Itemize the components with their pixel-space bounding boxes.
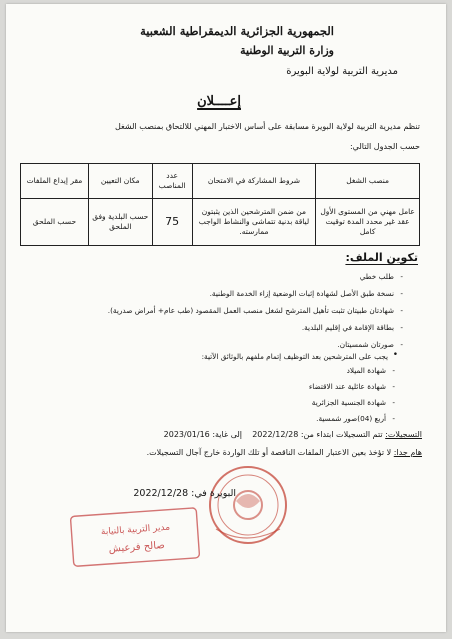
important-note xyxy=(147,448,422,457)
table-cell-deposit: حسب الملحق xyxy=(21,199,89,246)
table-header-count: عدد المناصب xyxy=(152,164,192,199)
list-item: - شهادة الجنسية الجزائرية xyxy=(312,398,386,407)
registration-start-date: 2022/12/28 xyxy=(252,430,299,439)
list-item: - صورتان شمسيتان. xyxy=(337,340,394,349)
table-cell-placement: حسب البلدية وفق الملحق xyxy=(88,199,152,246)
registration-end-date: 2023/01/16 xyxy=(163,430,210,439)
director-signature-seal-icon xyxy=(66,504,206,574)
table-header-row xyxy=(21,164,420,199)
table-cell-conditions: من ضمن المترشحين الذين يثبتون لياقة بدنية تتماشى والنشاط الواجب ممارسته. xyxy=(192,199,316,246)
ministry-header: وزارة التربية الوطنية xyxy=(240,44,334,57)
seal-line-2: صالح فرعيش xyxy=(108,540,166,555)
list-item: - شهادة الميلاد xyxy=(347,366,386,375)
table-header-position: منصب الشغل xyxy=(316,164,420,199)
intro-line-1: تنظم مديرية التربية لولاية البويرة مسابقة على أساس الاختبار المهني للالتحاق بمنصب الشغل xyxy=(115,122,420,131)
republic-header: الجمهورية الجزائرية الديمقراطية الشعبية xyxy=(140,24,334,38)
list-item: - بطاقة الإقامة في إقليم البلدية. xyxy=(302,323,394,332)
announcement-title: إعــــلان xyxy=(197,94,241,109)
list-item: - شهادة عائلية عند الاقتضاء xyxy=(309,382,386,391)
after-hiring-note: • يجب على المترشحين بعد التوظيف إتمام ملفهم بالوثائق الآتية: xyxy=(202,352,388,361)
important-label: هام جدا: xyxy=(393,448,422,457)
registration-label: التسجيلات: xyxy=(385,430,422,439)
positions-table xyxy=(20,163,420,246)
table-row xyxy=(21,199,420,246)
list-item: - شهادتان طبيتان تثبت تأهيل المترشح لشغل منصب العمل المقصود (طب عام+ أمراض صدرية). xyxy=(108,306,394,315)
registration-start-text: تتم التسجيلات ابتداء من: xyxy=(300,430,383,439)
registration-line xyxy=(164,430,422,439)
table-header-conditions: شروط المشاركة في الامتحان xyxy=(192,164,316,199)
table-cell-count: 75 xyxy=(152,199,192,246)
table-header-deposit: مقر إيداع الملفات xyxy=(21,164,89,199)
important-text: لا تؤخذ بعين الاعتبار الملفات الناقصة أو تلك الواردة خارج آجال التسجيلات. xyxy=(146,448,392,457)
registration-end-text: إلى غاية: xyxy=(212,430,243,439)
table-cell-position: عامل مهني من المستوى الأول عقد غير محدد المدة توقيت كامل xyxy=(316,199,420,246)
intro-line-2: حسب الجدول التالي: xyxy=(349,142,420,151)
place-and-date: البويرة في: 2022/12/28 xyxy=(133,488,236,499)
file-section-title: تكوين الملف: xyxy=(345,251,418,264)
table-header-placement: مكان التعيين xyxy=(88,164,152,199)
list-item: - طلب خطي xyxy=(360,272,394,281)
seal-line-1: مدير التربية بالنيابة xyxy=(100,522,171,538)
directorate-header: مديرية التربية لولاية البويرة xyxy=(286,66,398,77)
list-item: - أربع (04)صور شمسية. xyxy=(316,414,386,423)
document-page xyxy=(6,4,446,632)
list-item: - نسخة طبق الأصل لشهادة إثبات الوضعية إزاء الخدمة الوطنية. xyxy=(210,289,394,298)
